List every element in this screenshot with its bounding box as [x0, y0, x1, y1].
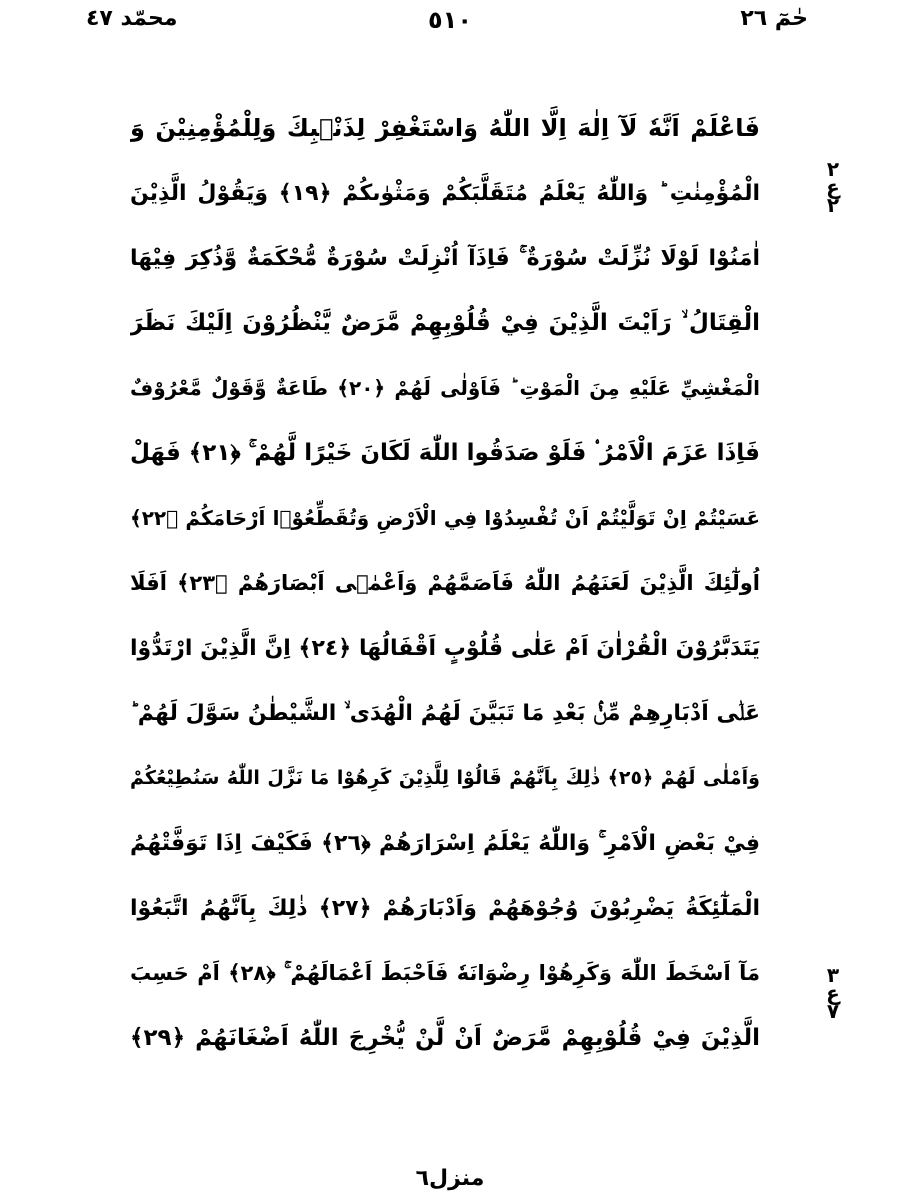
ruku-marker-top: ٢ [826, 157, 840, 181]
text-line: فَاعْلَمْ اَنَّهٗ لَآ اِلٰهَ اِلَّا اللّٰهُ وَاسْتَغْفِرْ لِذَنْۢبِكَ وَلِلْمُؤْمِنِيْنَ وَ [130, 114, 760, 142]
text-line: مَآ اَسْخَطَ اللّٰهَ وَكَرِهُوْا رِضْوَانَهٗ فَاَحْبَطَ اَعْمَالَهُمْ ۚ ﴿٢٨﴾ اَمْ حَسِبَ [130, 961, 760, 985]
ruku-marker-sign: ع [826, 175, 840, 199]
text-line: الْقِتَالُ ۙ رَاَيْتَ الَّذِيْنَ فِيْ قُلُوْبِهِمْ مَّرَضٌ يَّنْظُرُوْنَ اِلَيْكَ نَظَرَ [130, 310, 760, 336]
text-line: الَّذِيْنَ فِيْ قُلُوْبِهِمْ مَّرَضٌ اَنْ لَّنْ يُّخْرِجَ اللّٰهُ اَضْغَانَهُمْ ﴿٢٩﴾ [130, 1025, 760, 1051]
text-line: فِيْ بَعْضِ الْاَمْرِ ۚ وَاللّٰهُ يَعْلَمُ اِسْرَارَهُمْ ﴿٢٦﴾ فَكَيْفَ اِذَا تَوَفَّتْهُمُ [130, 831, 760, 856]
surah-header: حٰمٓ ٢٦ [740, 6, 808, 31]
ruku-marker-sign: ع [826, 981, 840, 1005]
ruku-marker [808, 963, 858, 1023]
page-header [0, 6, 900, 42]
quran-text-block [130, 96, 760, 1071]
ruku-marker [808, 157, 858, 217]
text-line: فَاِذَا عَزَمَ الْاَمْرُ ۟ فَلَوْ صَدَقُوا اللّٰهَ لَكَانَ خَيْرًا لَّهُمْ ۚ ﴿٢١﴾ فَهَلْ [130, 440, 760, 466]
text-line: عَسَيْتُمْ اِنْ تَوَلَّيْتُمْ اَنْ تُفْسِدُوْا فِي الْاَرْضِ وَتُقَطِّعُوْۤا اَرْحَامَكُمْ ﴿٢٢﴾ [130, 506, 760, 530]
text-line: اٰمَنُوْا لَوْلَا نُزِّلَتْ سُوْرَةٌ ۚ فَاِذَآ اُنْزِلَتْ سُوْرَةٌ مُّحْكَمَةٌ وَّذُكِرَ فِيْهَا [130, 246, 760, 271]
text-line: عَلٰۤى اَدْبَارِهِمْ مِّنْۢ بَعْدِ مَا تَبَيَّنَ لَهُمُ الْهُدَى ۙ الشَّيْطٰنُ سَوَّلَ لَهُمْ ؕ [130, 701, 760, 726]
juz-header: محمّد ٤٧ [86, 6, 178, 31]
ruku-marker-bottom: ٢ [826, 193, 840, 217]
text-line: اُولٰٓئِكَ الَّذِيْنَ لَعَنَهُمُ اللّٰهُ فَاَصَمَّهُمْ وَاَعْمٰۤى اَبْصَارَهُمْ ﴿٢٣﴾ اَفَلَا [130, 571, 760, 595]
text-line: وَاَمْلٰى لَهُمْ ﴿٢٥﴾ ذٰلِكَ بِاَنَّهُمْ قَالُوْا لِلَّذِيْنَ كَرِهُوْا مَا نَزَّلَ اللّٰهُ سَنُطِيْعُكُمْ [130, 767, 760, 789]
manzil-footer: منزل٦ [415, 1166, 485, 1191]
text-line: يَتَدَبَّرُوْنَ الْقُرْاٰنَ اَمْ عَلٰى قُلُوْبٍ اَقْفَالُهَا ﴿٢٤﴾ اِنَّ الَّذِيْنَ ارْتَدُّوْا [130, 636, 760, 661]
page-number: ٥١٠ [428, 6, 472, 34]
ruku-marker-bottom: ٧ [826, 999, 840, 1023]
text-line: الْمُؤْمِنٰتِ ؕ وَاللّٰهُ يَعْلَمُ مُتَقَلَّبَكُمْ وَمَثْوٰىكُمْ ﴿١٩﴾ وَيَقُوْلُ الَّذِيْنَ [130, 181, 760, 206]
ruku-marker-top: ٣ [826, 963, 840, 987]
text-line: الْمَغْشِيِّ عَلَيْهِ مِنَ الْمَوْتِ ؕ فَاَوْلٰى لَهُمْ ﴿٢٠﴾ طَاعَةٌ وَّقَوْلٌ مَّعْرُوْفٌ [130, 376, 760, 400]
text-line: الْمَلٰٓئِكَةُ يَضْرِبُوْنَ وُجُوْهَهُمْ وَاَدْبَارَهُمْ ﴿٢٧﴾ ذٰلِكَ بِاَنَّهُمُ اتَّبَعُوْا [130, 896, 760, 921]
